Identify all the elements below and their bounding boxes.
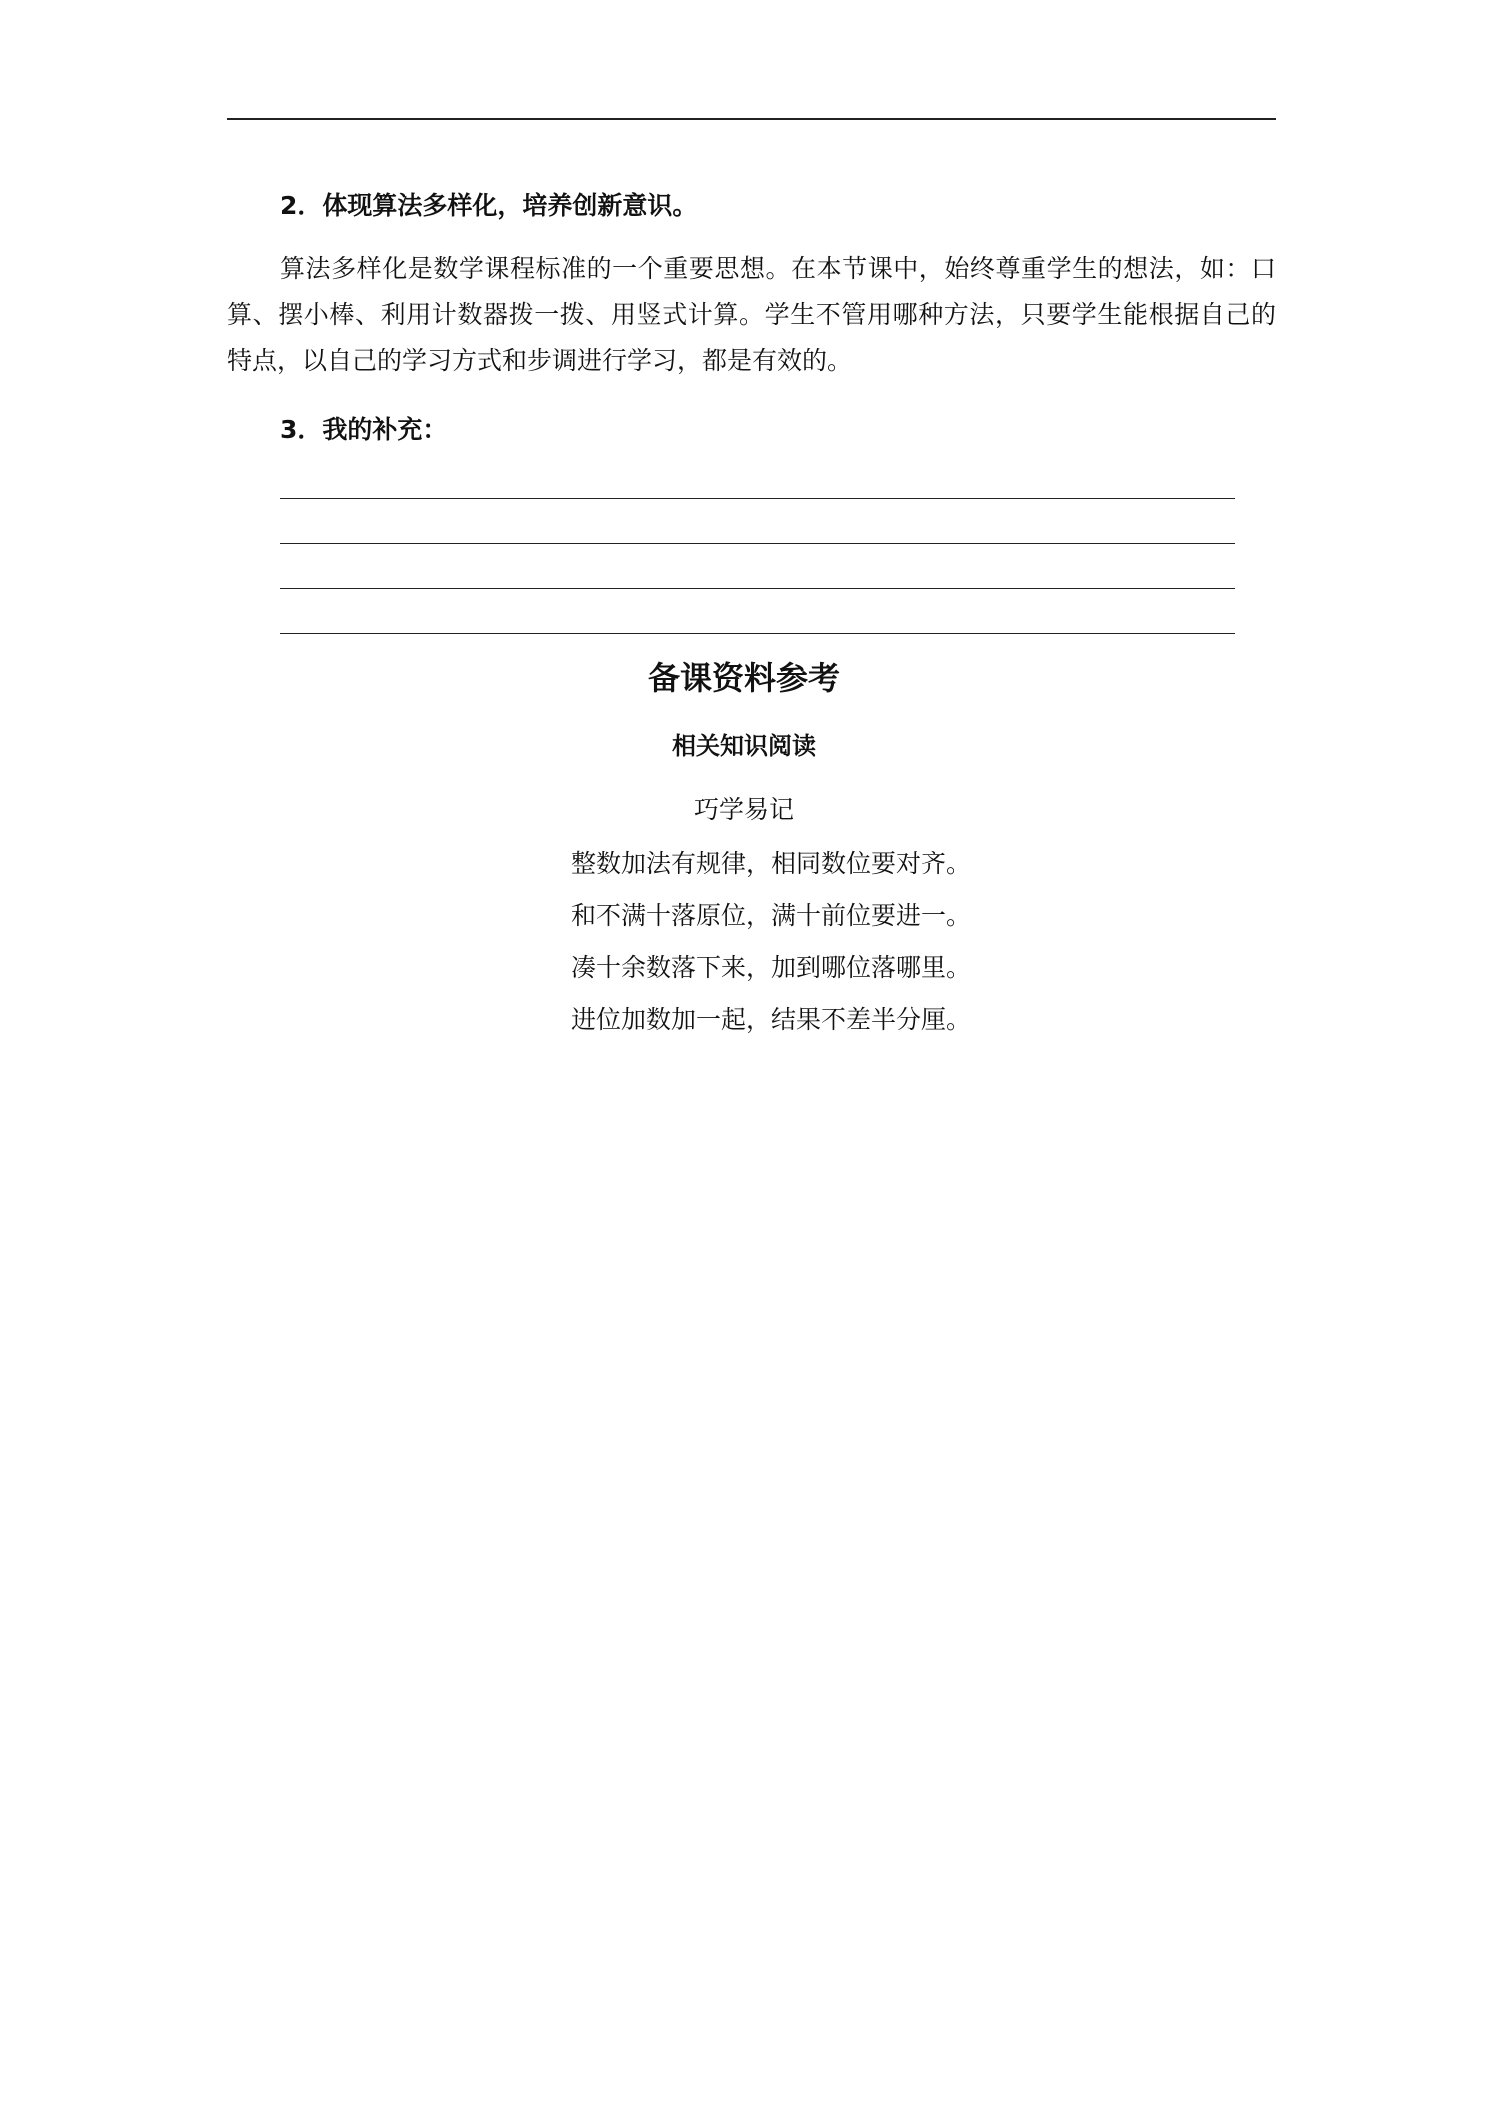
reference-subtitle: 相关知识阅读 [672,732,816,760]
poem-line: 凑十余数落下来，加到哪位落哪里。 [570,953,971,982]
blank-line [280,543,1235,544]
supplement-blank-lines [280,498,1235,678]
blank-line [280,633,1235,634]
poem-line: 和不满十落原位，满十前位要进一。 [570,901,971,930]
poem-line: 整数加法有规律，相同数位要对齐。 [570,849,971,878]
poem-title: 巧学易记 [693,795,794,824]
poem-line: 进位加数加一起，结果不差半分厘。 [570,1005,971,1034]
blank-line [280,498,1235,499]
header-rule [227,118,1276,120]
blank-line [280,588,1235,589]
section-heading-2: 2．体现算法多样化，培养创新意识。 [280,191,698,220]
algorithm-diversity-paragraph: 算法多样化是数学课程标准的一个重要思想。在本节课中，始终尊重学生的想法，如：口算、摆小棒、利用计数器拨一拨、用竖式计算。学生不管用哪种方法，只要学生能根据自己的特点，以自己的学习方式和步调进行学习，都是有效的。 [227,254,1276,375]
reference-title: 备课资料参考 [647,659,840,697]
section-heading-3: 3．我的补充： [280,415,448,444]
poem [0,838,1488,1046]
